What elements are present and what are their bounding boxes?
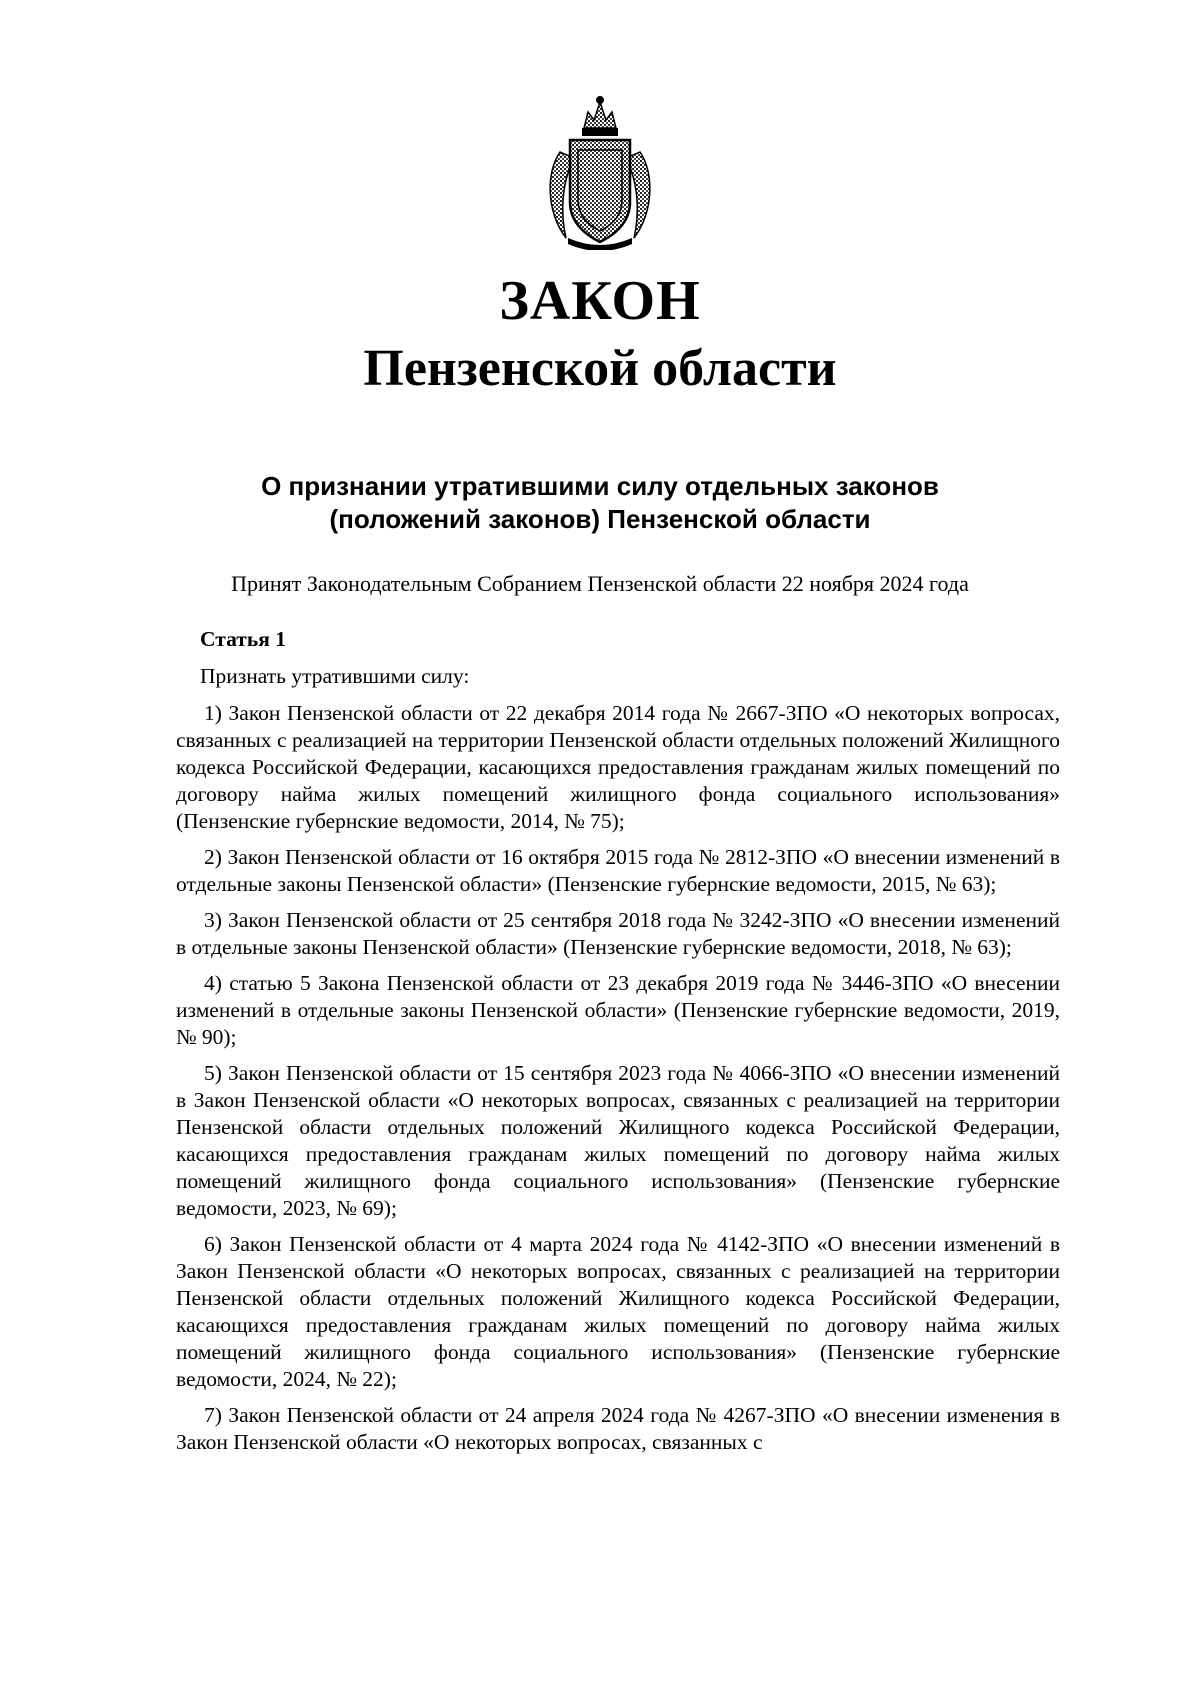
law-subject	[0, 470, 1200, 536]
item-number: 2)	[204, 845, 222, 869]
item-text: Закон Пензенской области от 24 апреля 2024 года № 4267-ЗПО «О внесении изменения в Закон Пензенской области «О некоторых вопросах, связанных с	[176, 1403, 1060, 1454]
coat-of-arms-graphic	[540, 92, 660, 250]
article-heading: Статья 1	[200, 627, 286, 651]
item-text: Закон Пензенской области от 25 сентября 2018 года № 3242-ЗПО «О внесении изменений в отдельные законы Пензенской области» (Пензенские губернские ведомости, 2018, № 63);	[176, 908, 1061, 959]
coat-of-arms-icon	[540, 92, 660, 250]
law-title: ЗАКОН	[499, 270, 701, 332]
item-number: 1)	[204, 701, 222, 725]
list-item	[176, 907, 1060, 961]
list-item	[176, 1402, 1060, 1456]
law-subject-line-1: О признании утратившими силу отдельных законов	[261, 471, 939, 501]
article-intro: Признать утратившими силу:	[200, 664, 470, 688]
item-number: 6)	[204, 1232, 222, 1256]
item-text: Закон Пензенской области от 4 марта 2024 года № 4142-ЗПО «О внесении изменений в Закон Пензенской области «О некоторых вопросах, связанных с реализацией на территории Пензенской области отдельных положений Жилищного кодекса Российской Федерации, касающихся предоставления гражданам жилых помещений по договору найма жилых помещений жилищного фонда социального использования» (Пензенские губернские ведомости, 2024, № 22);	[176, 1232, 1060, 1391]
article-body	[176, 620, 1060, 1465]
list-item	[176, 700, 1060, 835]
item-text: Закон Пензенской области от 15 сентября 2023 года № 4066-ЗПО «О внесении изменений в Закон Пензенской области «О некоторых вопросах, связанных с реализацией на территории Пензенской области отдельных положений Жилищного кодекса Российской Федерации, касающихся предоставления гражданам жилых помещений по договору найма жилых помещений жилищного фонда социального использования» (Пензенские губернские ведомости, 2023, № 69);	[176, 1061, 1061, 1220]
item-text: Закон Пензенской области от 22 декабря 2014 года № 2667-ЗПО «О некоторых вопросах, связанных с реализацией на территории Пензенской области отдельных положений Жилищного кодекса Российской Федерации, касающихся предоставления гражданам жилых помещений по договору найма жилых помещений жилищного фонда социального использования» (Пензенские губернские ведомости, 2014, № 75);	[176, 701, 1061, 833]
adoption-note: Принят Законодательным Собранием Пензенской области 22 ноября 2024 года	[231, 571, 969, 596]
list-item	[176, 1060, 1060, 1222]
item-number: 5)	[204, 1061, 222, 1085]
law-subject-line-2: (положений законов) Пензенской области	[329, 504, 871, 534]
list-item	[176, 1231, 1060, 1393]
list-item	[176, 970, 1060, 1051]
item-number: 3)	[204, 908, 222, 932]
item-number: 7)	[204, 1403, 222, 1427]
item-text: статью 5 Закона Пензенской области от 23 декабря 2019 года № 3446-ЗПО «О внесении изменений в отдельные законы Пензенской области» (Пензенские губернские ведомости, 2019, № 90);	[176, 971, 1060, 1049]
law-region: Пензенской области	[363, 340, 837, 397]
list-item	[176, 844, 1060, 898]
item-text: Закон Пензенской области от 16 октября 2015 года № 2812-ЗПО «О внесении изменений в отдельные законы Пензенской области» (Пензенские губернские ведомости, 2015, № 63);	[176, 845, 1061, 896]
item-number: 4)	[204, 971, 222, 995]
